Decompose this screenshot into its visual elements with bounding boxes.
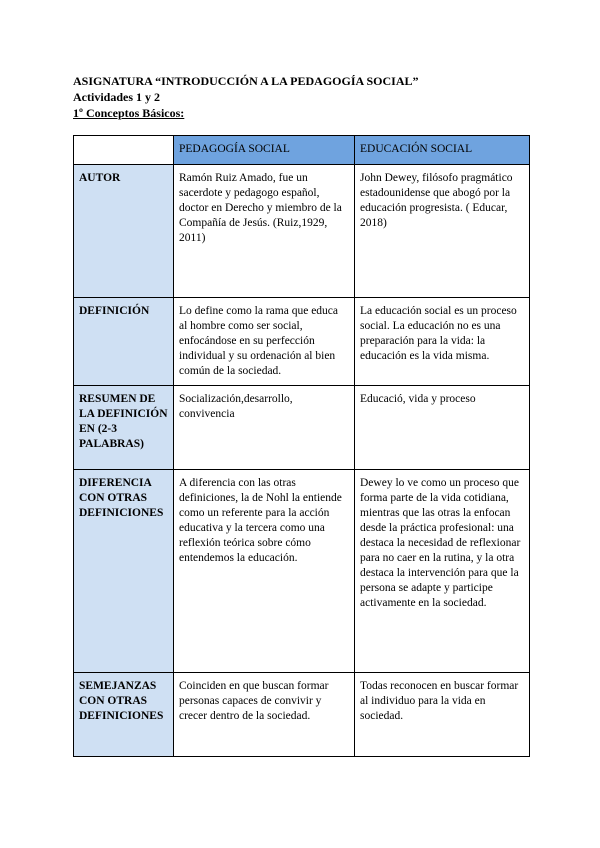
- table-row: [74, 165, 530, 298]
- cell-pedagogia: Socialización,desarrollo, convivencia: [174, 386, 355, 470]
- concepts-table: [73, 135, 530, 757]
- cell-educacion: Dewey lo ve como un proceso que forma parte de la vida cotidiana, mientras que las otras la enfocan desde la práctica profesional: una destaca la necesidad de reflexionar para no caer en la rutina, y la otra destaca la intervención para que la persona se adapte y participe activamente en la sociedad.: [355, 470, 530, 673]
- subject-title: ASIGNATURA “INTRODUCCIÓN A LA PEDAGOGÍA SOCIAL”: [73, 74, 419, 88]
- header-blank-cell: [74, 136, 174, 165]
- table-row: [74, 298, 530, 386]
- table-row: [74, 470, 530, 673]
- header-pedagogia-social: PEDAGOGÍA SOCIAL: [174, 136, 355, 165]
- header-educacion-social: EDUCACIÓN SOCIAL: [355, 136, 530, 165]
- row-label-definicion: DEFINICIÓN: [74, 298, 174, 386]
- cell-educacion: Educació, vida y proceso: [355, 386, 530, 470]
- cell-educacion: La educación social es un proceso social. La educación no es una preparación para la vida: la educación es la vida misma.: [355, 298, 530, 386]
- section-title: 1º Conceptos Básicos:: [73, 106, 185, 120]
- table-row: [74, 386, 530, 470]
- table-header-row: [74, 136, 530, 165]
- activities-title: Actividades 1 y 2: [73, 90, 160, 104]
- cell-pedagogia: A diferencia con las otras definiciones, la de Nohl la entiende como un referente para la acción educativa y la tercera como una reflexión teórica sobre cómo entendemos la educación.: [174, 470, 355, 673]
- cell-pedagogia: Lo define como la rama que educa al hombre como ser social, enfocándose en su perfección individual y su ordenación al bien común de la sociedad.: [174, 298, 355, 386]
- row-label-diferencia: DIFERENCIA CON OTRAS DEFINICIONES: [74, 470, 174, 673]
- cell-educacion: John Dewey, filósofo pragmático estadounidense que abogó por la educación progresista. ( Educar, 2018): [355, 165, 530, 298]
- row-label-autor: AUTOR: [74, 165, 174, 298]
- cell-educacion: Todas reconocen en buscar formar al individuo para la vida en sociedad.: [355, 673, 530, 757]
- document-header: [73, 73, 419, 121]
- table-row: [74, 673, 530, 757]
- cell-pedagogia: Coinciden en que buscan formar personas capaces de convivir y crecer dentro de la sociedad.: [174, 673, 355, 757]
- cell-pedagogia: Ramón Ruiz Amado, fue un sacerdote y pedagogo español, doctor en Derecho y miembro de la Compañía de Jesús. (Ruiz,1929, 2011): [174, 165, 355, 298]
- row-label-resumen: RESUMEN DE LA DEFINICIÓN EN (2-3 PALABRAS): [74, 386, 174, 470]
- row-label-semejanzas: SEMEJANZAS CON OTRAS DEFINICIONES: [74, 673, 174, 757]
